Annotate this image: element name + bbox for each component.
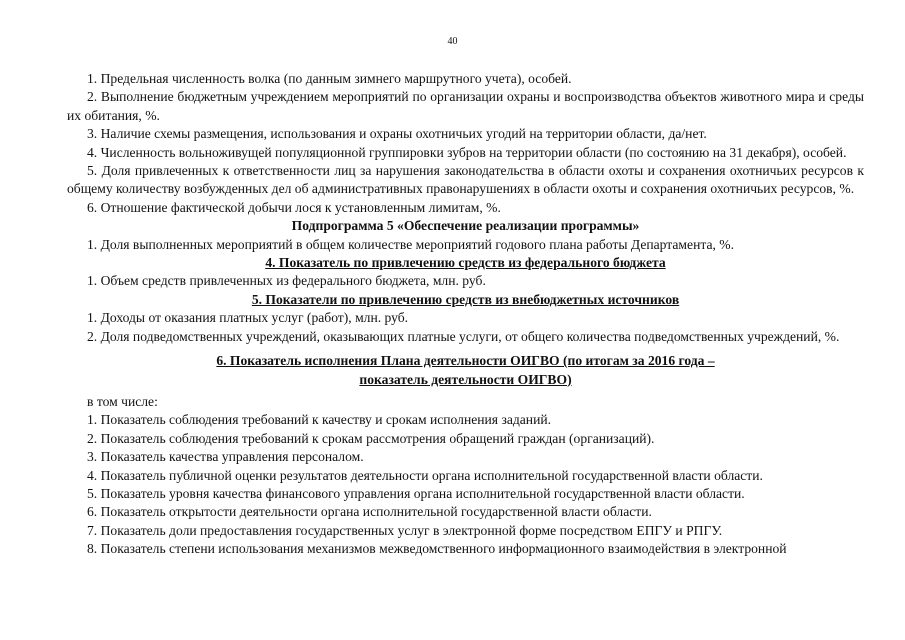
section-heading-6-line1: [67, 352, 864, 370]
list-item: 6. Показатель открытости деятельности органа исполнительной государственной власти области.: [87, 504, 652, 520]
section-heading-6-line2: [67, 371, 864, 389]
section-heading-5: [67, 291, 864, 309]
section-heading-6-line2-text: показатель деятельности ОИГВО): [359, 371, 572, 387]
list-item: 2. Выполнение бюджетным учреждением мероприятий по организации охраны и воспроизводства объектов животного мира и среды их обитания, %.: [67, 89, 864, 123]
page-number: 40: [447, 36, 458, 47]
list-item: 8. Показатель степени использования механизмов межведомственного информационного взаимодействия в электронной: [87, 541, 787, 557]
list-item: 1. Доходы от оказания платных услуг (работ), млн. руб.: [87, 310, 409, 326]
list-item: 1. Показатель соблюдения требований к качеству и срокам исполнения заданий.: [87, 412, 552, 428]
document-body: [67, 70, 864, 559]
section-heading-subprogram5: Подпрограмма 5 «Обеспечение реализации программы»: [291, 218, 640, 234]
list-item: 2. Доля подведомственных учреждений, оказывающих платные услуги, от общего количества подведомственных учреждений, %.: [87, 328, 840, 344]
list-item: 7. Показатель доли предоставления государственных услуг в электронной форме посредством ЕПГУ и РПГУ.: [87, 522, 723, 538]
list-item: 1. Предельная численность волка (по данным зимнего маршрутного учета), особей.: [87, 71, 572, 86]
list-item: 5. Доля привлеченных к ответственности лиц за нарушения законодательства в области охоты и сохранения охотничьих ресурсов к общему количеству возбужденных дел об административных правонарушениях в области охоты и сохранения охотничьих ресурсов, %.: [67, 163, 864, 197]
including-label: в том числе:: [87, 393, 158, 409]
list-item: 2. Показатель соблюдения требований к срокам рассмотрения обращений граждан (организаций).: [87, 430, 655, 446]
list-item: 1. Доля выполненных мероприятий в общем количестве мероприятий годового плана работы Департамента, %.: [87, 236, 734, 252]
section-heading-5-text: 5. Показатели по привлечению средств из внебюджетных источников: [251, 291, 680, 307]
list-item: 3. Показатель качества управления персоналом.: [87, 449, 364, 465]
list-item: 1. Объем средств привлеченных из федерального бюджета, млн. руб.: [87, 273, 486, 289]
list-item: 4. Численность вольноживущей популяционной группировки зубров на территории области (по состоянию на 31 декабря), особей.: [87, 144, 847, 160]
list-item: 4. Показатель публичной оценки результатов деятельности органа исполнительной государственной власти области.: [87, 467, 763, 483]
section-heading-4: [67, 254, 864, 272]
section-heading-6-line1-text: 6. Показатель исполнения Плана деятельности ОИГВО (по итогам за 2016 года –: [216, 353, 715, 369]
list-item: 6. Отношение фактической добычи лося к установленным лимитам, %.: [87, 199, 501, 215]
list-item: 5. Показатель уровня качества финансового управления органа исполнительной государственной власти области.: [87, 485, 745, 501]
list-item: 3. Наличие схемы размещения, использования и охраны охотничьих угодий на территории области, да/нет.: [87, 126, 707, 142]
section-heading-4-text: 4. Показатель по привлечению средств из федерального бюджета: [265, 255, 666, 271]
